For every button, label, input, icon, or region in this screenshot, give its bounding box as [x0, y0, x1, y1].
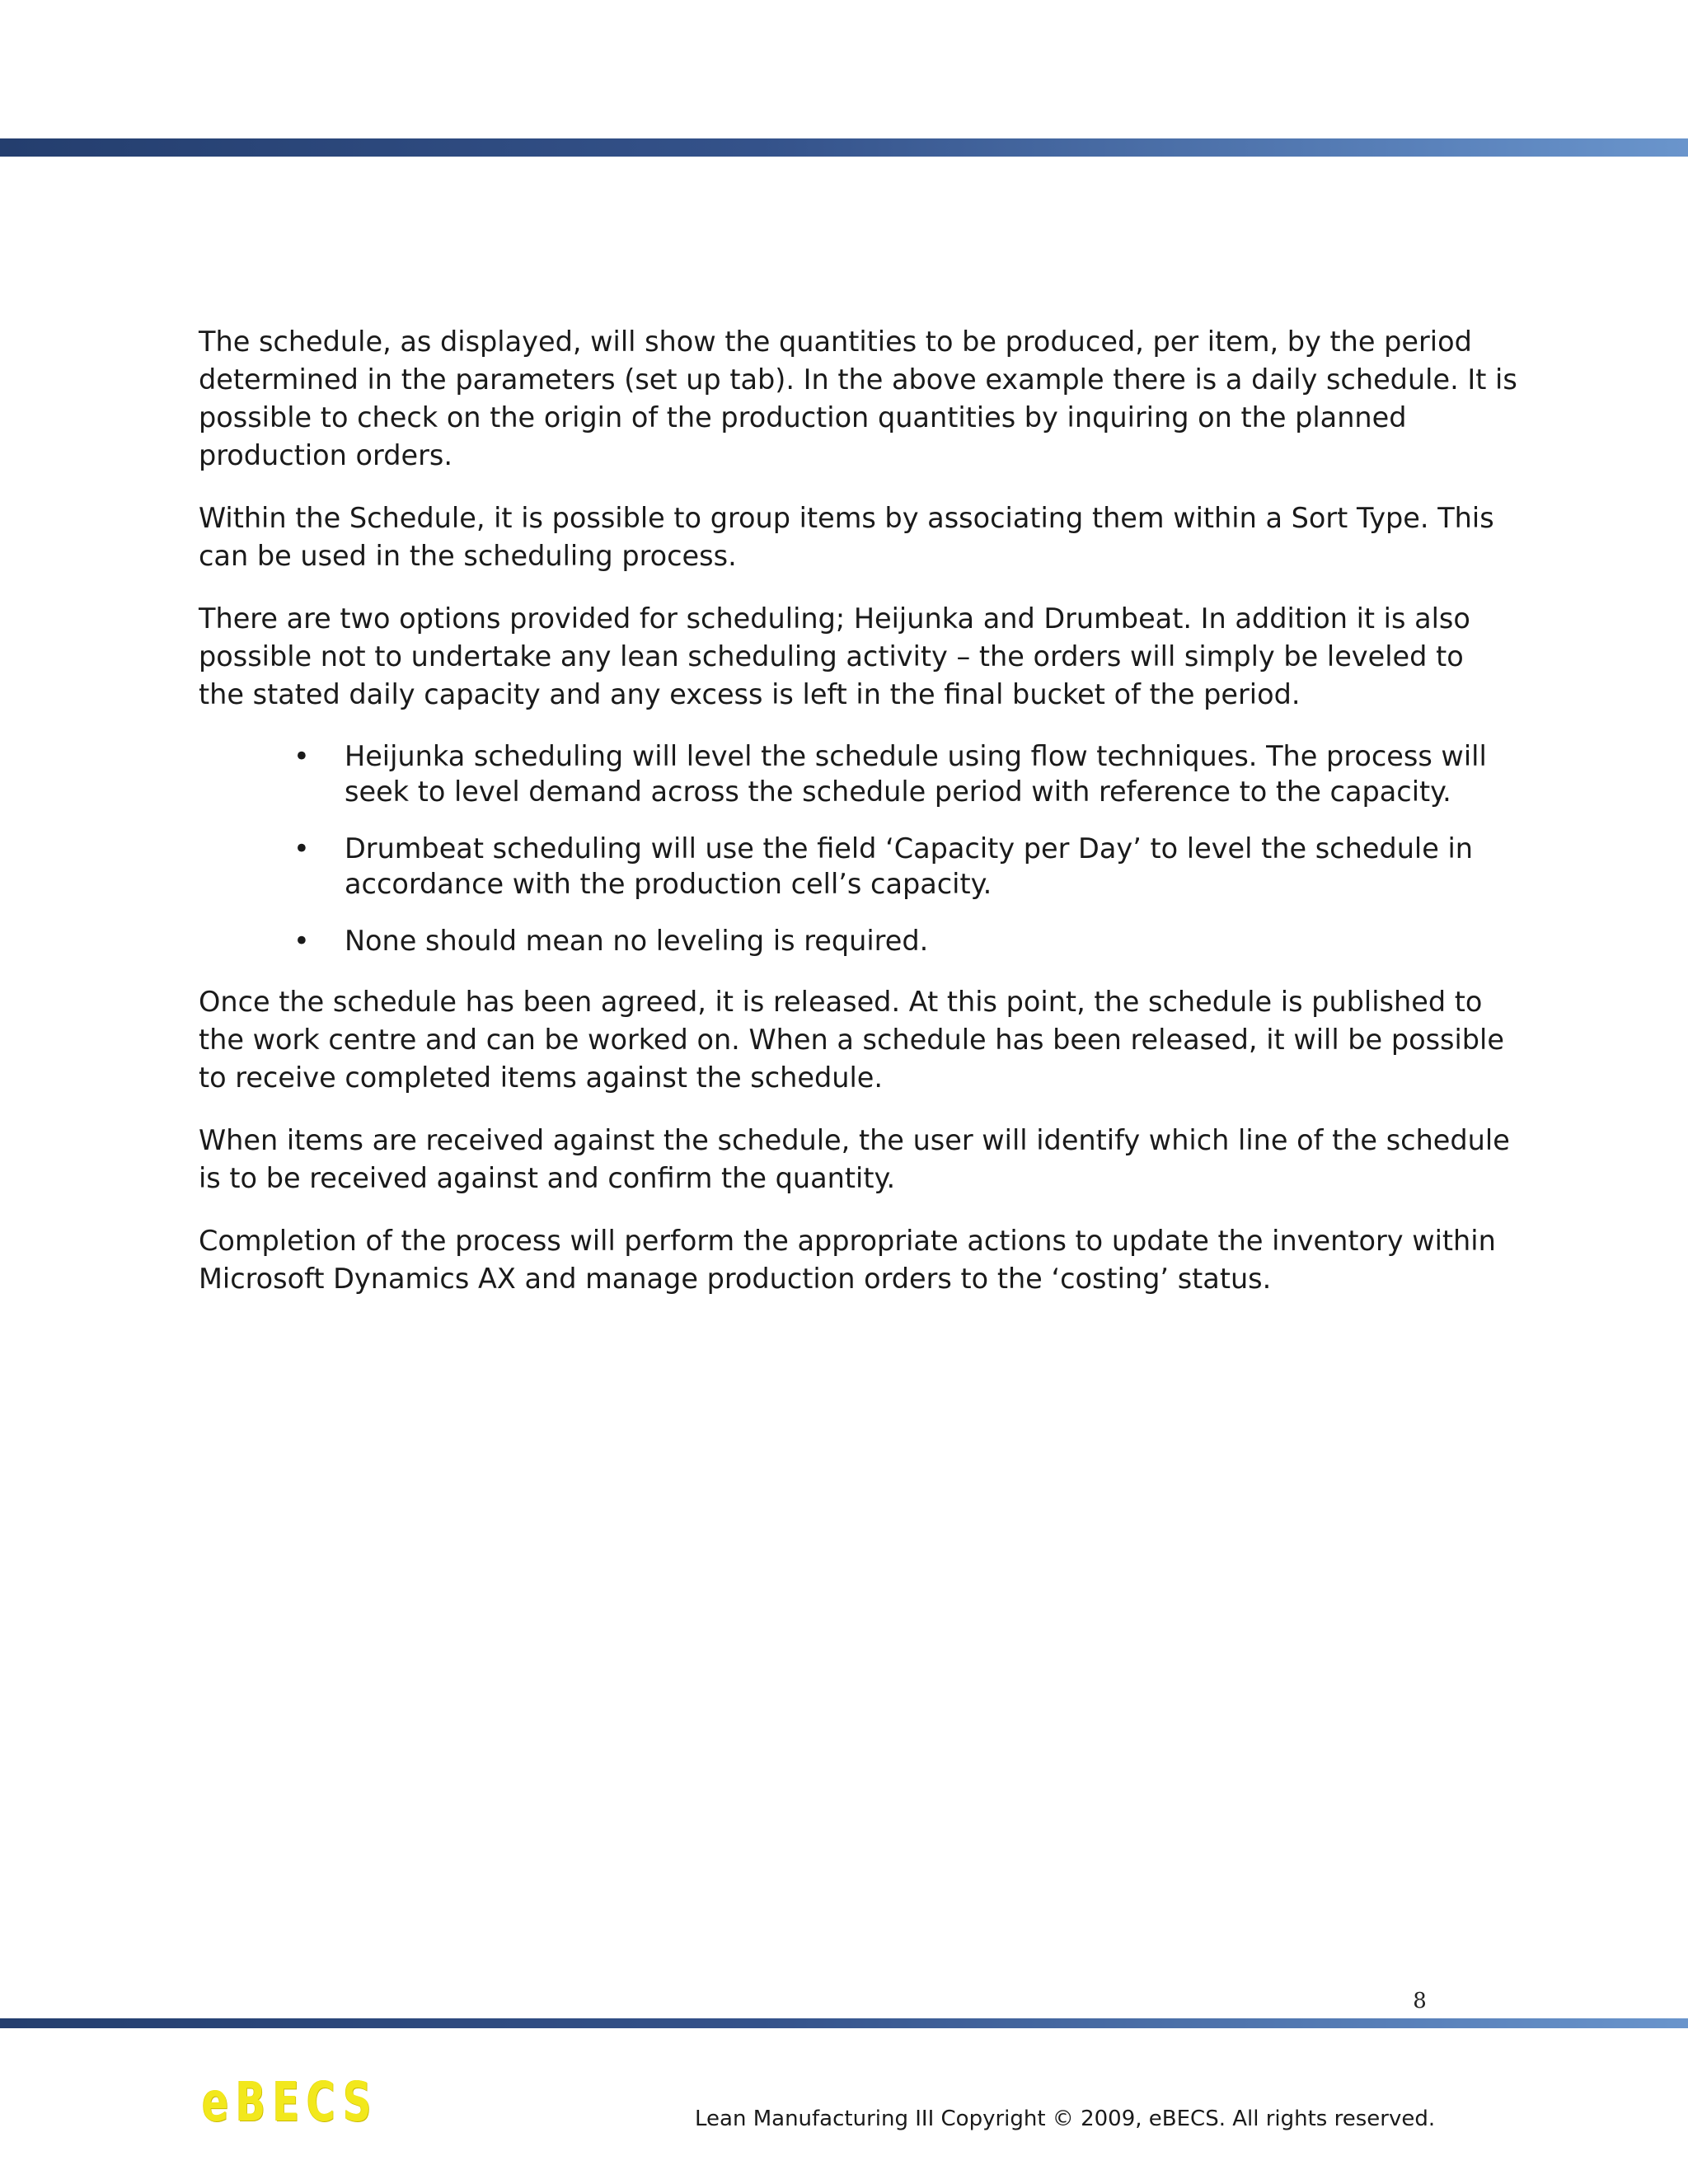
list-item-none — [199, 923, 1517, 958]
copyright-notice: Lean Manufacturing III Copyright © 2009, eBECS. All rights reserved. — [695, 2107, 1436, 2131]
list-item-text: Heijunka scheduling will level the schedule using flow techniques. The process will seek to level demand across the schedule period with reference to the capacity. — [345, 740, 1487, 808]
list-item-heijunka — [199, 738, 1517, 809]
paragraph-receive: When items are received against the schedule, the user will identify which line of the schedule is to be received against and confirm the quantity. — [199, 1124, 1510, 1194]
list-item-text: None should mean no leveling is required. — [345, 925, 929, 957]
bullet-icon: • — [293, 832, 310, 865]
paragraph-completion: Completion of the process will perform the appropriate actions to update the inventory within Microsoft Dynamics AX and manage production orders to the ‘costing’ status. — [199, 1225, 1496, 1295]
scheduling-options-list — [199, 738, 1517, 958]
ebecs-logo: eBECS — [202, 2070, 379, 2134]
paragraph-release: Once the schedule has been agreed, it is released. At this point, the schedule is published to the work centre and can be worked on. When a schedule has been released, it will be possible to receive completed items against the schedule. — [199, 986, 1504, 1094]
document-body — [199, 323, 1517, 1323]
page-number: 8 — [1413, 1989, 1427, 2013]
footer-rule — [0, 2018, 1688, 2028]
header-rule — [0, 138, 1688, 157]
bullet-icon: • — [293, 740, 310, 772]
paragraph-sort-type: Within the Schedule, it is possible to group items by associating them within a Sort Type. This can be used in the scheduling process. — [199, 502, 1494, 572]
list-item-text: Drumbeat scheduling will use the field ‘Capacity per Day’ to level the schedule in accordance with the production cell’s capacity. — [345, 832, 1474, 900]
paragraph-scheduling-options: There are two options provided for scheduling; Heijunka and Drumbeat. In addition it is also possible not to undertake any lean scheduling activity – the orders will simply be leveled to the stated daily capacity and any excess is left in the final bucket of the period. — [199, 602, 1470, 710]
paragraph-schedule-display: The schedule, as displayed, will show the quantities to be produced, per item, by the period determined in the parameters (set up tab). In the above example there is a daily schedule. It is possible to check on the origin of the production quantities by inquiring on the planned production orders. — [199, 326, 1517, 471]
bullet-icon: • — [293, 925, 310, 957]
list-item-drumbeat — [199, 831, 1517, 902]
